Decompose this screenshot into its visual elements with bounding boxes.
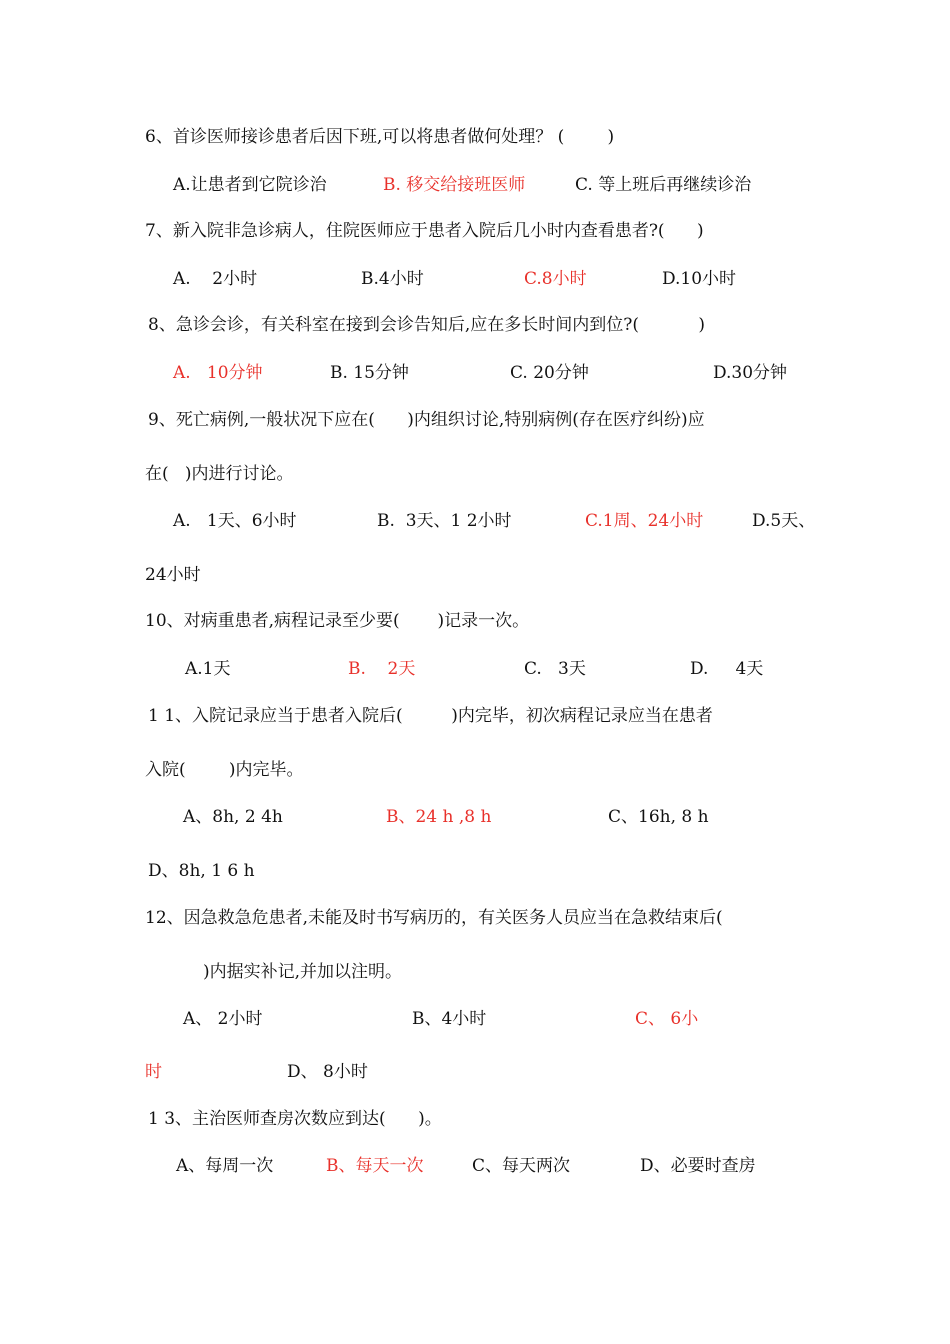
question-11-line1: 1 1、入院记录应当于患者入院后( )内完毕，初次病程记录应当在患者: [148, 706, 713, 726]
q11-option-a: A、8h, 2 4h: [183, 807, 283, 827]
q13-option-c: C、每天两次: [472, 1156, 571, 1176]
q11-option-b-answer: B、24 h ,8 h: [386, 807, 492, 827]
q10-option-d: D. 4天: [690, 659, 764, 679]
q13-option-d: D、必要时查房: [640, 1156, 756, 1176]
q8-option-d: D.30分钟: [713, 363, 788, 383]
q9-option-a: A. 1天、6小时: [173, 511, 297, 531]
q7-option-c-answer: C.8小时: [524, 269, 587, 289]
q12-option-c-continued: 时: [145, 1062, 162, 1082]
question-9-line2: 在( )内进行讨论。: [145, 464, 294, 484]
q8-option-b: B. 15分钟: [330, 363, 409, 383]
q9-option-c-answer: C.1周、24小时: [585, 511, 704, 531]
question-7: 7、新入院非急诊病人，住院医师应于患者入院后几小时内查看患者?( ): [145, 221, 704, 241]
q10-option-c: C. 3天: [524, 659, 586, 679]
question-11-line2: 入院( )内完毕。: [145, 760, 304, 780]
q7-option-d: D.10小时: [662, 269, 737, 289]
q12-option-c-answer: C、 6小: [635, 1009, 699, 1029]
q8-option-c: C. 20分钟: [510, 363, 589, 383]
q6-option-b-answer: B. 移交给接班医师: [383, 175, 526, 195]
q12-option-b: B、4小时: [412, 1009, 487, 1029]
q6-option-c: C. 等上班后再继续诊治: [575, 175, 752, 195]
q11-option-c: C、16h, 8 h: [608, 807, 709, 827]
q9-option-b: B. 3天、1 2小时: [377, 511, 512, 531]
question-6: 6、首诊医师接诊患者后因下班,可以将患者做何处理？ ( ): [145, 127, 615, 147]
question-13: 1 3、主治医师查房次数应到达( )。: [148, 1109, 442, 1129]
q8-option-a-answer: A. 10分钟: [173, 363, 263, 383]
q9-option-d-continued: 24小时: [145, 565, 201, 585]
question-8: 8、急诊会诊，有关科室在接到会诊告知后,应在多长时间内到位?( ): [148, 315, 706, 335]
q12-option-a: A、 2小时: [183, 1009, 263, 1029]
q13-option-a: A、每周一次: [176, 1156, 274, 1176]
q7-option-b: B.4小时: [361, 269, 424, 289]
q6-option-a: A.让患者到它院诊治: [173, 175, 327, 195]
question-9-line1: 9、死亡病例,一般状况下应在( )内组织讨论,特别病例(存在医疗纠纷)应: [148, 410, 705, 430]
question-12-line2: )内据实补记,并加以注明。: [203, 962, 403, 982]
question-10: 10、对病重患者,病程记录至少要( )记录一次。: [145, 611, 530, 631]
question-12-line1: 12、因急救急危患者,未能及时书写病历的，有关医务人员应当在急救结束后(: [145, 908, 723, 928]
q12-option-d: D、 8小时: [287, 1062, 368, 1082]
q7-option-a: A. 2小时: [173, 269, 258, 289]
q13-option-b-answer: B、每天一次: [326, 1156, 424, 1176]
q11-option-d: D、8h, 1 6 h: [148, 861, 255, 881]
q9-option-d: D.5天、: [752, 511, 816, 531]
q10-option-a: A.1天: [185, 659, 231, 679]
q10-option-b-answer: B. 2天: [348, 659, 416, 679]
